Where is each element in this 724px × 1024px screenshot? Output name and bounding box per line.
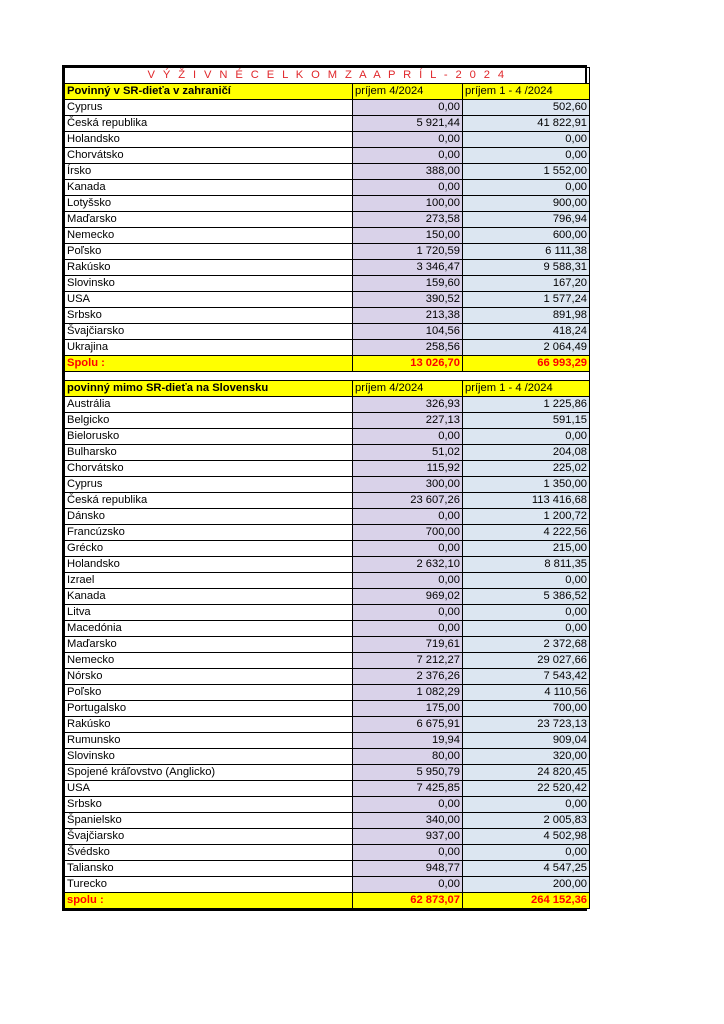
table-row <box>65 797 590 813</box>
country-cell: Belgicko <box>65 413 353 429</box>
table-row <box>65 292 590 308</box>
month-value-cell: 213,38 <box>353 308 463 324</box>
table-row <box>65 621 590 637</box>
table-row <box>65 100 590 116</box>
month-value-cell: 51,02 <box>353 445 463 461</box>
alimony-report-sheet <box>62 65 587 911</box>
ytd-value-cell: 215,00 <box>463 541 590 557</box>
section2-total-month: 62 873,07 <box>353 893 463 909</box>
section2-header-label: povinný mimo SR-dieťa na Slovensku <box>65 381 353 397</box>
month-value-cell: 104,56 <box>353 324 463 340</box>
table-row <box>65 637 590 653</box>
table-row <box>65 260 590 276</box>
table-row <box>65 324 590 340</box>
ytd-value-cell: 22 520,42 <box>463 781 590 797</box>
table-row <box>65 477 590 493</box>
month-value-cell: 2 632,10 <box>353 557 463 573</box>
country-cell: Turecko <box>65 877 353 893</box>
ytd-value-cell: 0,00 <box>463 429 590 445</box>
month-value-cell: 23 607,26 <box>353 493 463 509</box>
section1-header-month: príjem 4/2024 <box>353 84 463 100</box>
month-value-cell: 5 950,79 <box>353 765 463 781</box>
table-row <box>65 685 590 701</box>
country-cell: Švajčiarsko <box>65 829 353 845</box>
ytd-value-cell: 1 350,00 <box>463 477 590 493</box>
section1-total-row <box>65 356 590 372</box>
country-cell: Izrael <box>65 573 353 589</box>
section1-header-label: Povinný v SR-dieťa v zahraničí <box>65 84 353 100</box>
table-row <box>65 653 590 669</box>
month-value-cell: 0,00 <box>353 180 463 196</box>
country-cell: Cyprus <box>65 100 353 116</box>
section2-total-row <box>65 893 590 909</box>
ytd-value-cell: 0,00 <box>463 180 590 196</box>
month-value-cell: 2 376,26 <box>353 669 463 685</box>
table-row <box>65 573 590 589</box>
month-value-cell: 150,00 <box>353 228 463 244</box>
ytd-value-cell: 591,15 <box>463 413 590 429</box>
country-cell: Bulharsko <box>65 445 353 461</box>
table-row <box>65 228 590 244</box>
country-cell: Švédsko <box>65 845 353 861</box>
table-row <box>65 413 590 429</box>
month-value-cell: 5 921,44 <box>353 116 463 132</box>
month-value-cell: 80,00 <box>353 749 463 765</box>
month-value-cell: 340,00 <box>353 813 463 829</box>
table-row <box>65 605 590 621</box>
section2-total-ytd: 264 152,36 <box>463 893 590 909</box>
month-value-cell: 100,00 <box>353 196 463 212</box>
country-cell: Kanada <box>65 589 353 605</box>
country-cell: Francúzsko <box>65 525 353 541</box>
table-row <box>65 164 590 180</box>
ytd-value-cell: 1 200,72 <box>463 509 590 525</box>
ytd-value-cell: 0,00 <box>463 621 590 637</box>
month-value-cell: 0,00 <box>353 621 463 637</box>
spacer-cell <box>65 372 590 381</box>
month-value-cell: 388,00 <box>353 164 463 180</box>
table-row <box>65 509 590 525</box>
table-row <box>65 557 590 573</box>
ytd-value-cell: 796,94 <box>463 212 590 228</box>
table-row <box>65 429 590 445</box>
alimony-table <box>64 67 590 909</box>
country-cell: Chorvátsko <box>65 148 353 164</box>
ytd-value-cell: 1 552,00 <box>463 164 590 180</box>
table-row <box>65 308 590 324</box>
table-row <box>65 132 590 148</box>
table-row <box>65 116 590 132</box>
country-cell: Rakúsko <box>65 717 353 733</box>
country-cell: Cyprus <box>65 477 353 493</box>
month-value-cell: 0,00 <box>353 509 463 525</box>
country-cell: Holandsko <box>65 132 353 148</box>
ytd-value-cell: 0,00 <box>463 148 590 164</box>
table-row <box>65 701 590 717</box>
country-cell: Bielorusko <box>65 429 353 445</box>
table-row <box>65 461 590 477</box>
month-value-cell: 0,00 <box>353 573 463 589</box>
country-cell: Kanada <box>65 180 353 196</box>
ytd-value-cell: 600,00 <box>463 228 590 244</box>
table-row <box>65 829 590 845</box>
ytd-value-cell: 1 577,24 <box>463 292 590 308</box>
ytd-value-cell: 8 811,35 <box>463 557 590 573</box>
ytd-value-cell: 502,60 <box>463 100 590 116</box>
month-value-cell: 19,94 <box>353 733 463 749</box>
ytd-value-cell: 0,00 <box>463 845 590 861</box>
report-title: V Ý Ž I V N É C E L K O M Z A A P R Í L - 2 0 2 4 <box>65 68 590 84</box>
country-cell: Írsko <box>65 164 353 180</box>
month-value-cell: 0,00 <box>353 100 463 116</box>
section1-total-label: Spolu : <box>65 356 353 372</box>
table-row <box>65 525 590 541</box>
table-row <box>65 397 590 413</box>
section1-header-ytd: príjem 1 - 4 /2024 <box>463 84 590 100</box>
ytd-value-cell: 6 111,38 <box>463 244 590 260</box>
ytd-value-cell: 2 064,49 <box>463 340 590 356</box>
country-cell: Nórsko <box>65 669 353 685</box>
ytd-value-cell: 9 588,31 <box>463 260 590 276</box>
ytd-value-cell: 23 723,13 <box>463 717 590 733</box>
month-value-cell: 937,00 <box>353 829 463 845</box>
country-cell: Maďarsko <box>65 637 353 653</box>
country-cell: Lotyšsko <box>65 196 353 212</box>
ytd-value-cell: 2 005,83 <box>463 813 590 829</box>
ytd-value-cell: 4 502,98 <box>463 829 590 845</box>
country-cell: Litva <box>65 605 353 621</box>
table-row <box>65 877 590 893</box>
section1-total-ytd: 66 993,29 <box>463 356 590 372</box>
month-value-cell: 0,00 <box>353 429 463 445</box>
title-row <box>65 68 590 84</box>
country-cell: USA <box>65 781 353 797</box>
ytd-value-cell: 700,00 <box>463 701 590 717</box>
month-value-cell: 300,00 <box>353 477 463 493</box>
country-cell: Ukrajina <box>65 340 353 356</box>
section2-total-label: spolu : <box>65 893 353 909</box>
month-value-cell: 1 720,59 <box>353 244 463 260</box>
country-cell: Slovinsko <box>65 276 353 292</box>
country-cell: Dánsko <box>65 509 353 525</box>
country-cell: Grécko <box>65 541 353 557</box>
ytd-value-cell: 5 386,52 <box>463 589 590 605</box>
country-cell: Holandsko <box>65 557 353 573</box>
section-spacer <box>65 372 590 381</box>
month-value-cell: 175,00 <box>353 701 463 717</box>
country-cell: Španielsko <box>65 813 353 829</box>
ytd-value-cell: 0,00 <box>463 797 590 813</box>
section1-header-row <box>65 84 590 100</box>
country-cell: Poľsko <box>65 685 353 701</box>
country-cell: Macedónia <box>65 621 353 637</box>
ytd-value-cell: 0,00 <box>463 573 590 589</box>
section2-header-month: príjem 4/2024 <box>353 381 463 397</box>
ytd-value-cell: 900,00 <box>463 196 590 212</box>
table-row <box>65 445 590 461</box>
ytd-value-cell: 29 027,66 <box>463 653 590 669</box>
month-value-cell: 0,00 <box>353 845 463 861</box>
month-value-cell: 0,00 <box>353 148 463 164</box>
month-value-cell: 390,52 <box>353 292 463 308</box>
country-cell: Spojené kráľovstvo (Anglicko) <box>65 765 353 781</box>
country-cell: USA <box>65 292 353 308</box>
table-row <box>65 781 590 797</box>
month-value-cell: 159,60 <box>353 276 463 292</box>
ytd-value-cell: 2 372,68 <box>463 637 590 653</box>
country-cell: Chorvátsko <box>65 461 353 477</box>
ytd-value-cell: 320,00 <box>463 749 590 765</box>
month-value-cell: 700,00 <box>353 525 463 541</box>
table-row <box>65 733 590 749</box>
table-row <box>65 717 590 733</box>
section2-header-ytd: príjem 1 - 4 /2024 <box>463 381 590 397</box>
month-value-cell: 7 212,27 <box>353 653 463 669</box>
ytd-value-cell: 113 416,68 <box>463 493 590 509</box>
country-cell: Rakúsko <box>65 260 353 276</box>
ytd-value-cell: 167,20 <box>463 276 590 292</box>
month-value-cell: 273,58 <box>353 212 463 228</box>
ytd-value-cell: 7 543,42 <box>463 669 590 685</box>
table-row <box>65 861 590 877</box>
month-value-cell: 115,92 <box>353 461 463 477</box>
country-cell: Česká republika <box>65 116 353 132</box>
country-cell: Taliansko <box>65 861 353 877</box>
month-value-cell: 969,02 <box>353 589 463 605</box>
section1-total-month: 13 026,70 <box>353 356 463 372</box>
country-cell: Švajčiarsko <box>65 324 353 340</box>
country-cell: Maďarsko <box>65 212 353 228</box>
country-cell: Rumunsko <box>65 733 353 749</box>
ytd-value-cell: 1 225,86 <box>463 397 590 413</box>
table-row <box>65 244 590 260</box>
ytd-value-cell: 0,00 <box>463 605 590 621</box>
country-cell: Srbsko <box>65 797 353 813</box>
month-value-cell: 7 425,85 <box>353 781 463 797</box>
ytd-value-cell: 24 820,45 <box>463 765 590 781</box>
country-cell: Nemecko <box>65 228 353 244</box>
ytd-value-cell: 4 110,56 <box>463 685 590 701</box>
country-cell: Srbsko <box>65 308 353 324</box>
ytd-value-cell: 204,08 <box>463 445 590 461</box>
table-row <box>65 749 590 765</box>
month-value-cell: 0,00 <box>353 877 463 893</box>
country-cell: Slovinsko <box>65 749 353 765</box>
month-value-cell: 0,00 <box>353 541 463 557</box>
month-value-cell: 326,93 <box>353 397 463 413</box>
table-row <box>65 340 590 356</box>
ytd-value-cell: 225,02 <box>463 461 590 477</box>
table-row <box>65 180 590 196</box>
table-row <box>65 148 590 164</box>
table-row <box>65 541 590 557</box>
country-cell: Portugalsko <box>65 701 353 717</box>
month-value-cell: 227,13 <box>353 413 463 429</box>
table-row <box>65 669 590 685</box>
ytd-value-cell: 418,24 <box>463 324 590 340</box>
country-cell: Česká republika <box>65 493 353 509</box>
ytd-value-cell: 41 822,91 <box>463 116 590 132</box>
country-cell: Nemecko <box>65 653 353 669</box>
table-row <box>65 493 590 509</box>
country-cell: Poľsko <box>65 244 353 260</box>
table-row <box>65 276 590 292</box>
month-value-cell: 6 675,91 <box>353 717 463 733</box>
table-row <box>65 765 590 781</box>
table-row <box>65 196 590 212</box>
month-value-cell: 0,00 <box>353 605 463 621</box>
month-value-cell: 1 082,29 <box>353 685 463 701</box>
month-value-cell: 0,00 <box>353 132 463 148</box>
country-cell: Austrália <box>65 397 353 413</box>
month-value-cell: 0,00 <box>353 797 463 813</box>
month-value-cell: 258,56 <box>353 340 463 356</box>
month-value-cell: 719,61 <box>353 637 463 653</box>
section2-header-row <box>65 381 590 397</box>
ytd-value-cell: 0,00 <box>463 132 590 148</box>
month-value-cell: 948,77 <box>353 861 463 877</box>
month-value-cell: 3 346,47 <box>353 260 463 276</box>
ytd-value-cell: 891,98 <box>463 308 590 324</box>
table-row <box>65 813 590 829</box>
ytd-value-cell: 4 222,56 <box>463 525 590 541</box>
table-row <box>65 589 590 605</box>
table-row <box>65 212 590 228</box>
ytd-value-cell: 200,00 <box>463 877 590 893</box>
ytd-value-cell: 4 547,25 <box>463 861 590 877</box>
table-row <box>65 845 590 861</box>
ytd-value-cell: 909,04 <box>463 733 590 749</box>
